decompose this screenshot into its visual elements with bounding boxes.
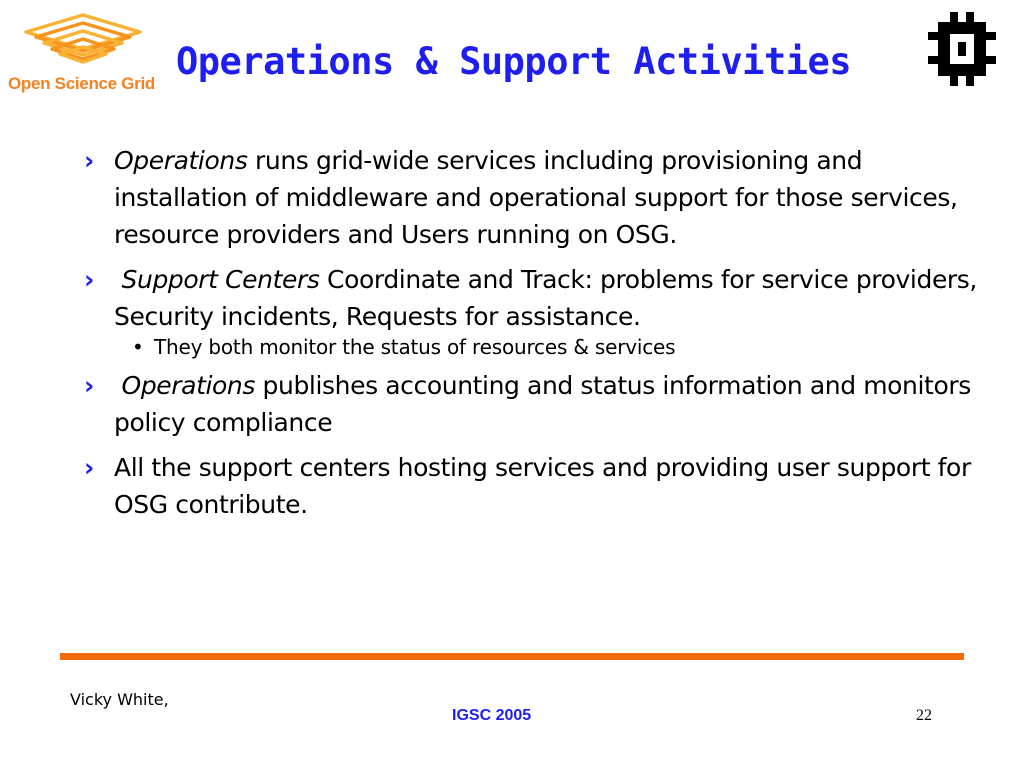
- bullet-emphasis: Operations: [114, 146, 248, 175]
- bullet-item: [84, 367, 984, 441]
- footer-event: IGSC 2005: [452, 707, 532, 724]
- bullet-item: [84, 142, 984, 253]
- sub-bullet-item: [84, 335, 984, 359]
- chevron-right-icon: ›: [84, 265, 94, 294]
- bullet-emphasis: Support Centers: [121, 265, 320, 294]
- sub-bullet-text: They both monitor the status of resources & services: [154, 335, 676, 359]
- fermilab-logo: [928, 12, 996, 86]
- bullet-item: [84, 449, 984, 523]
- bullet-text: All the support centers hosting services and providing user support for OSG contribute.: [114, 453, 971, 519]
- bullet-item: [84, 261, 984, 335]
- bullet-text: Coordinate and Track: problems for service providers, Security incidents, Requests for assistance.: [114, 265, 977, 331]
- chevron-right-icon: ›: [84, 146, 94, 175]
- footer-author: Vicky White,: [70, 690, 169, 709]
- page-number: 22: [916, 707, 932, 724]
- chevron-right-icon: ›: [84, 453, 94, 482]
- osg-logo-text: Open Science Grid: [8, 74, 156, 93]
- bullet-dot-icon: •: [132, 335, 144, 359]
- bullet-text: runs grid-wide services including provisioning and installation of middleware and operational support for those services, resource providers and Users running on OSG.: [114, 146, 958, 249]
- bullet-text: publishes accounting and status information and monitors policy compliance: [114, 371, 971, 437]
- chevron-right-icon: ›: [84, 371, 94, 400]
- bullet-list: [84, 142, 984, 531]
- osg-logo: [8, 12, 180, 98]
- bullet-emphasis: Operations: [121, 371, 255, 400]
- slide-title: Operations & Support Activities: [176, 40, 852, 83]
- osg-grid-icon: [18, 12, 148, 72]
- footer-divider: [60, 653, 964, 660]
- fermilab-icon: [928, 12, 996, 86]
